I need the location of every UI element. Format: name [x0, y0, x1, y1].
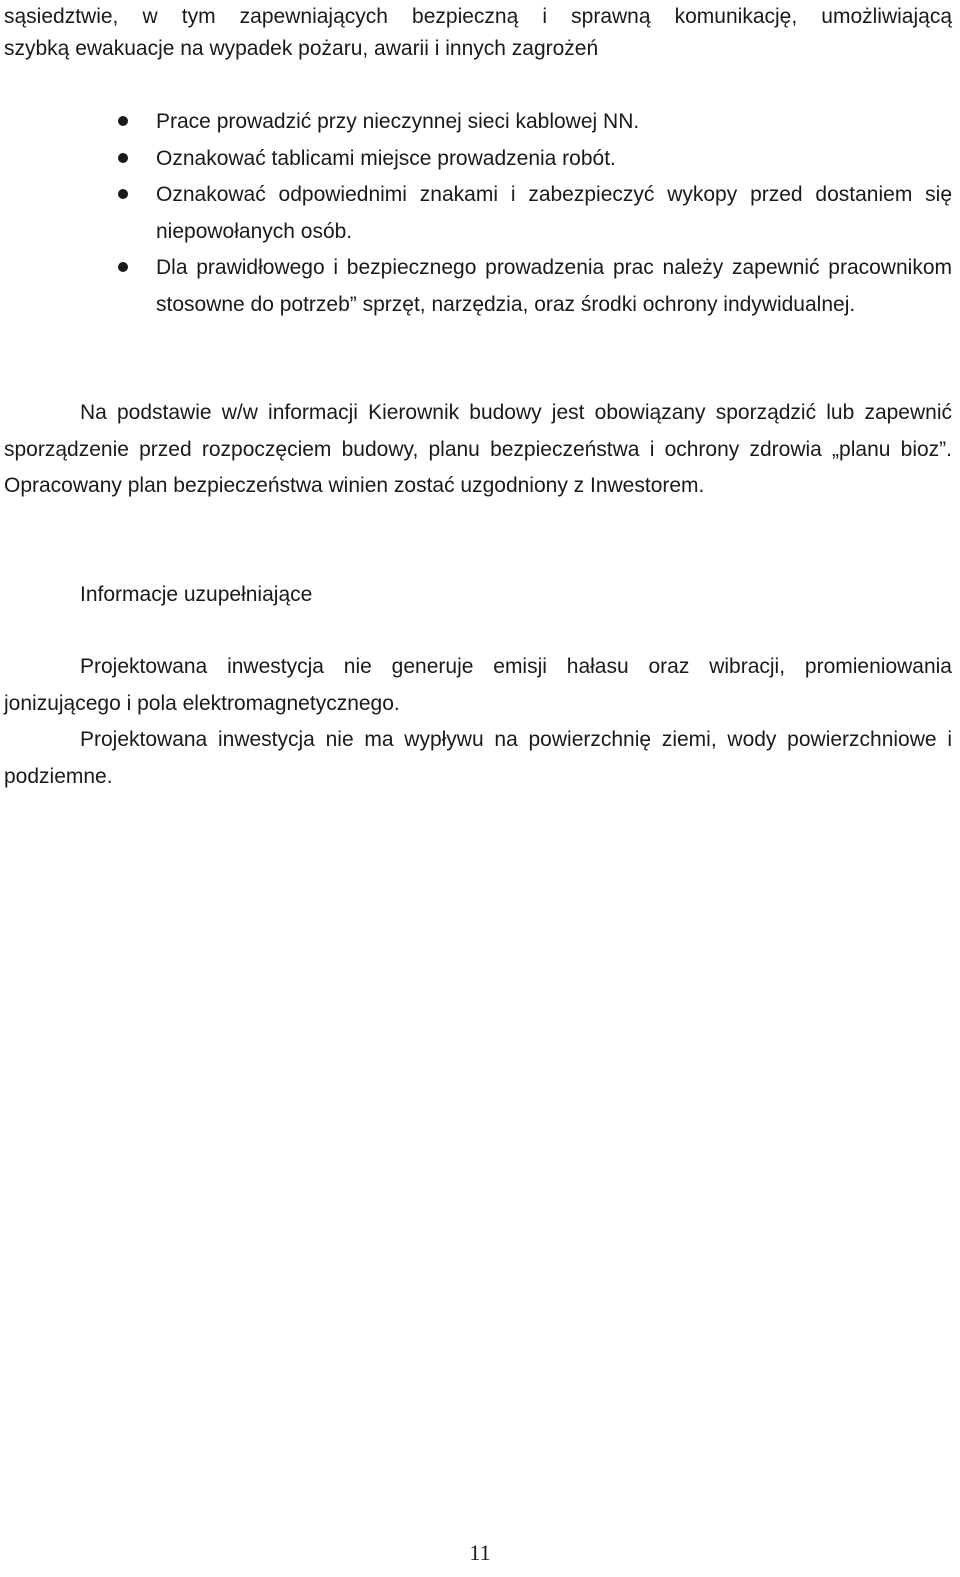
water-paragraph: Projektowana inwestycja nie ma wypływu na powierzchnię ziemi, wody powierzchniowe i podziemne.	[4, 728, 952, 788]
bullet-icon	[118, 189, 128, 199]
bullet-icon	[118, 262, 128, 272]
bullet-text: Dla prawidłowego i bezpiecznego prowadzenia prac należy zapewnić pracownikom stosowne do potrzeb” sprzęt, narzędzia, oraz środki ochrony indywidualnej.	[156, 256, 952, 316]
intro-line-2: szybką ewakuacje na wypadek pożaru, awarii i innych zagrożeń	[4, 37, 599, 60]
bullet-text: Oznakować odpowiednimi znakami i zabezpieczyć wykopy przed dostaniem się niepowołanych osób.	[156, 183, 952, 243]
section-heading: Informacje uzupełniające	[80, 583, 313, 606]
list-item	[0, 104, 952, 141]
emissions-paragraph: Projektowana inwestycja nie generuje emisji hałasu oraz wibracji, promieniowania jonizującego i pola elektromagnetycznego.	[4, 655, 952, 715]
intro-line-1: sąsiedztwie, w tym zapewniających bezpieczną i sprawną komunikację, umożliwiającą	[4, 5, 952, 28]
list-item	[0, 141, 952, 178]
bullet-icon	[118, 153, 128, 163]
bullet-icon	[118, 116, 128, 126]
bioz-paragraph: Na podstawie w/w informacji Kierownik budowy jest obowiązany sporządzić lub zapewnić sporządzenie przed rozpoczęciem budowy, planu bezpieczeństwa i ochrony zdrowia „planu bioz”. Opracowany plan bezpieczeństwa winien zostać uzgodniony z Inwestorem.	[4, 401, 952, 497]
list-item	[0, 177, 952, 250]
safety-bullet-list	[0, 104, 952, 323]
page-number: 11	[469, 1540, 491, 1565]
bullet-text: Oznakować tablicami miejsce prowadzenia robót.	[156, 146, 616, 170]
bullet-text: Prace prowadzić przy nieczynnej sieci kablowej NN.	[156, 110, 640, 133]
list-item	[0, 250, 952, 323]
